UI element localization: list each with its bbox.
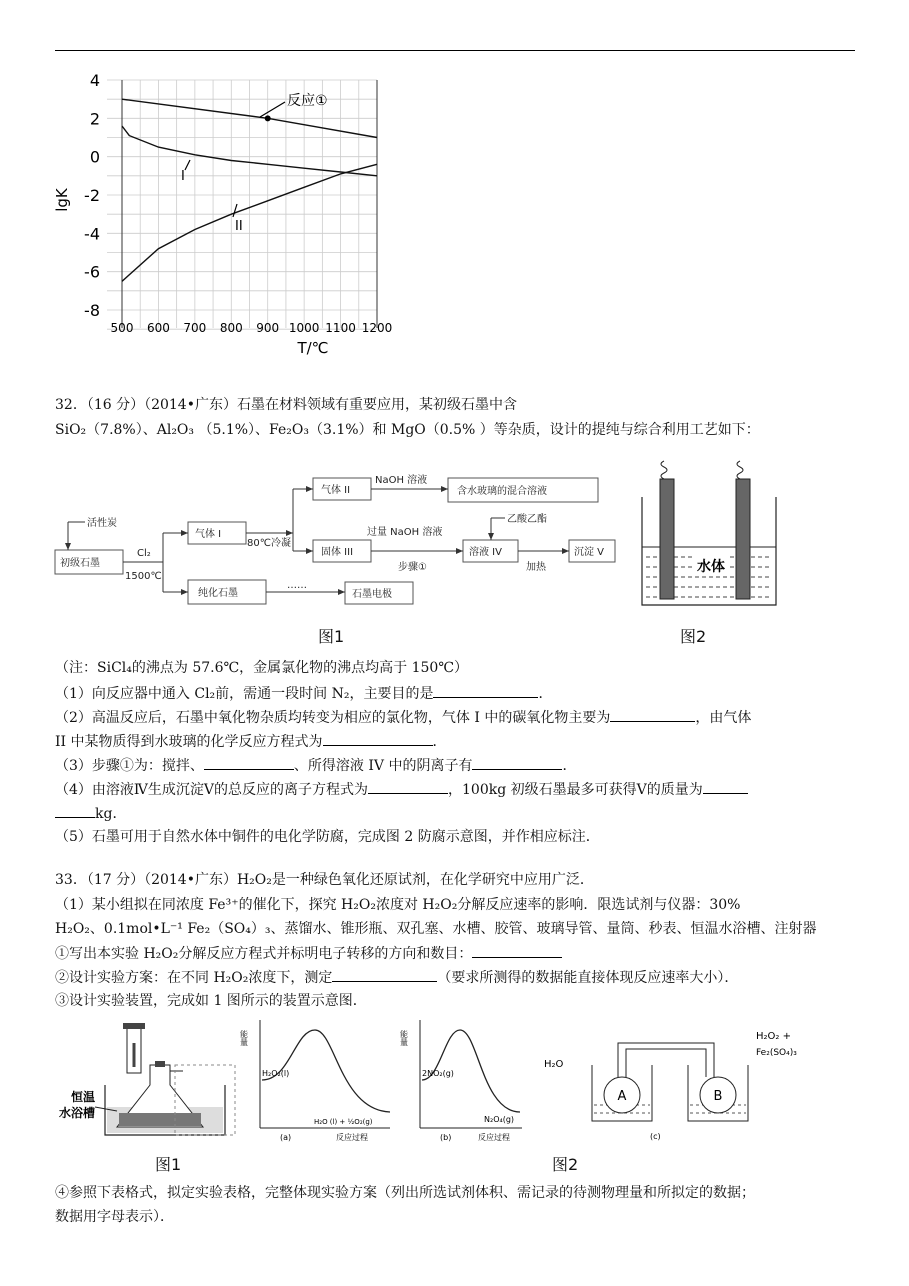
- q33-line1: 33．（17 分）（2014•广东）H₂O₂是一种绿色氧化还原试剂，在化学研究中应用广泛．: [55, 872, 594, 888]
- x-tick-label: 600: [146, 321, 170, 335]
- x-axis-label: T/℃: [297, 339, 329, 357]
- q32-sub1: （1）向反应器中通入 Cl₂前，需通一段时间 N₂，主要目的是 ．: [55, 683, 552, 704]
- flask-apparatus-c: [540, 1015, 840, 1145]
- svg-text:H₂O: H₂O: [544, 1059, 564, 1070]
- svg-text:纯化石墨: 纯化石墨: [198, 588, 238, 599]
- svg-text:1500℃: 1500℃: [125, 571, 162, 582]
- chart-grid: [107, 80, 377, 329]
- svg-text:活性炭: 活性炭: [87, 518, 117, 529]
- svg-text:反应过程: 反应过程: [336, 1133, 368, 1142]
- x-tick-label: 700: [183, 321, 207, 335]
- y-tick-label: 2: [89, 109, 100, 129]
- x-tick-label: 1100: [325, 321, 356, 335]
- reaction1-point: [265, 115, 271, 121]
- y-tick-label: -8: [84, 301, 100, 320]
- q32-sub4-cont: kg．: [55, 803, 126, 824]
- q32-sub2: （2）高温反应后，石墨中氧化物杂质均转变为相应的氯化物，气体 I 中的碳氧化物主要为 ，由气体: [55, 707, 751, 728]
- q33-fig2-caption: 图2: [552, 1155, 579, 1174]
- svg-text:A: A: [617, 1089, 627, 1104]
- svg-text:(c): (c): [650, 1132, 661, 1141]
- chart-tick-labels: [84, 71, 392, 335]
- water-bath-apparatus: [55, 1015, 240, 1155]
- svg-text:沉淀 V: 沉淀 V: [574, 547, 605, 558]
- q33-sub4: ④参照下表格式，拟定实验表格，完整体现实验方案（列出所选试剂体积、需记录的待测物理量和所拟定的数据；: [55, 1185, 755, 1201]
- svg-text:加热: 加热: [526, 562, 546, 573]
- q33-line3: H₂O₂、0.1mol•L⁻¹ Fe₂（SO₄）₃、蒸馏水、锥形瓶、双孔塞、水槽、胶管、玻璃导管、量筒、秒表、恒温水浴槽、注射器: [55, 921, 817, 937]
- svg-text:步骤①: 步骤①: [398, 562, 427, 573]
- water-body-label: 水体: [697, 559, 725, 575]
- svg-text:N₂O₄(g): N₂O₄(g): [484, 1115, 515, 1124]
- svg-text:B: B: [713, 1089, 723, 1104]
- svg-text:(a): (a): [280, 1133, 292, 1142]
- x-tick-label: 800: [219, 321, 243, 335]
- y-tick-label: -6: [84, 262, 100, 282]
- y-tick-label: 0: [89, 147, 100, 167]
- svg-text:水浴槽: 水浴槽: [59, 1106, 96, 1120]
- lgk-chart: [53, 70, 393, 360]
- svg-text:过量 NaOH 溶液: 过量 NaOH 溶液: [367, 527, 443, 538]
- x-tick-label: 500: [110, 321, 134, 335]
- q33-line2: （1）某小组拟在同浓度 Fe³⁺的催化下，探究 H₂O₂浓度对 H₂O₂分解反应速率的影响．限选试剂与仪器：30%: [55, 897, 741, 913]
- svg-text:能量: 能量: [399, 1030, 409, 1046]
- svg-text:溶液 IV: 溶液 IV: [469, 547, 502, 558]
- svg-text:(b): (b): [440, 1133, 452, 1142]
- x-tick-label: 900: [256, 321, 280, 335]
- x-tick-label: 1200: [361, 321, 393, 335]
- svg-text:能量: 能量: [239, 1030, 249, 1046]
- energy-diagram-b: [400, 1010, 530, 1150]
- svg-text:初级石墨: 初级石墨: [60, 558, 100, 569]
- svg-text:恒温: 恒温: [71, 1090, 96, 1104]
- q33-sub2: ②设计实验方案：在不同 H₂O₂浓度下，测定 （要求所测得的数据能直接体现反应速率大小）．: [55, 967, 738, 988]
- svg-text:NaOH 溶液: NaOH 溶液: [375, 475, 428, 486]
- header-rule: [55, 50, 855, 51]
- label-I: I: [181, 169, 185, 184]
- q32-sub2-cont: II 中某物质得到水玻璃的化学反应方程式为 ．: [55, 731, 447, 752]
- y-axis-label: lgK: [53, 188, 71, 212]
- q32-line1: 32．（16 分）（2014•广东）石墨在材料领域有重要应用，某初级石墨中含: [55, 397, 517, 413]
- q32-note: （注：SiCl₄的沸点为 57.6℃，金属氯化物的沸点均高于 150℃）: [55, 660, 468, 676]
- q33-sub3: ③设计实验装置，完成如 1 图所示的装置示意图．: [55, 993, 367, 1009]
- process-flowchart: [55, 450, 615, 615]
- q32-sub3: （3）步骤①为：搅拌、 、所得溶液 IV 中的阴离子有 ．: [55, 755, 576, 776]
- svg-text:H₂O (l) + ½O₂(g): H₂O (l) + ½O₂(g): [314, 1118, 373, 1126]
- q33-sub4-cont: 数据用字母表示）．: [55, 1209, 174, 1225]
- svg-text:含水玻璃的混合溶液: 含水玻璃的混合溶液: [457, 486, 547, 497]
- svg-text:H₂O₂(l): H₂O₂(l): [262, 1069, 290, 1078]
- svg-text:80℃冷凝: 80℃冷凝: [247, 538, 291, 549]
- flow-fig1-caption: 图1: [318, 627, 345, 646]
- q32-line2: SiO₂（7.8%）、Al₂O₃ （5.1%）、Fe₂O₃（3.1%）和 MgO（0.5% ）等杂质，设计的提纯与综合利用工艺如下：: [55, 422, 760, 438]
- y-tick-label: 4: [89, 71, 100, 90]
- anticorrosion-figure: [636, 455, 786, 615]
- svg-text:固体 III: 固体 III: [321, 547, 354, 558]
- svg-text:……: ……: [287, 580, 307, 591]
- q33-sub1: ①写出本实验 H₂O₂分解反应方程式并标明电子转移的方向和数目：: [55, 943, 562, 964]
- svg-text:乙酸乙酯: 乙酸乙酯: [507, 514, 547, 525]
- svg-text:Fe₂(SO₄)₃: Fe₂(SO₄)₃: [756, 1048, 797, 1058]
- svg-text:气体 I: 气体 I: [195, 529, 222, 540]
- q32-sub5: （5）石墨可用于自然水体中铜件的电化学防腐，完成图 2 防腐示意图，并作相应标注．: [55, 829, 600, 845]
- svg-text:Cl₂: Cl₂: [137, 548, 151, 559]
- y-tick-label: -4: [84, 224, 100, 244]
- flow-fig2-caption: 图2: [680, 627, 707, 646]
- svg-text:石墨电极: 石墨电极: [352, 589, 392, 600]
- svg-text:气体 II: 气体 II: [321, 485, 351, 496]
- label-reaction1: 反应①: [287, 93, 328, 109]
- q32-sub4: （4）由溶液Ⅳ生成沉淀Ⅴ的总反应的离子方程式为 ，100kg 初级石墨最多可获得Ⅴ的质量为: [55, 779, 748, 800]
- svg-text:2NO₂(g): 2NO₂(g): [422, 1069, 454, 1078]
- x-tick-label: 1000: [288, 321, 320, 335]
- energy-diagram-a: [240, 1010, 400, 1150]
- svg-text:H₂O₂ +: H₂O₂ +: [756, 1031, 791, 1042]
- y-tick-label: -2: [84, 186, 100, 205]
- svg-text:反应过程: 反应过程: [478, 1133, 510, 1142]
- q33-fig1-caption: 图1: [155, 1155, 182, 1174]
- label-II: II: [235, 219, 243, 234]
